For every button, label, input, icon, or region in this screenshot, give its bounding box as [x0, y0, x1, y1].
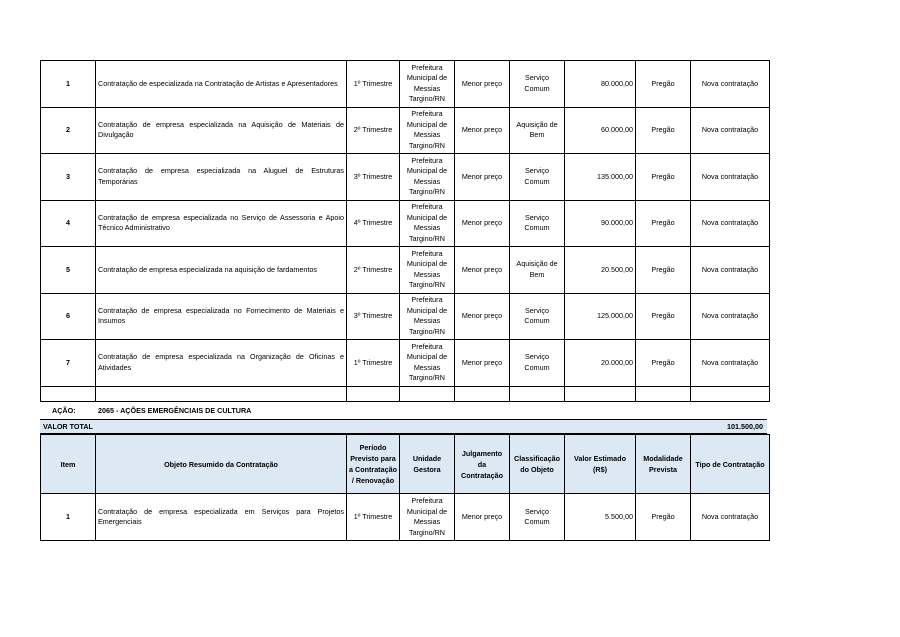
- upper-contracts-table: [40, 60, 770, 402]
- empty-cell: [691, 386, 770, 401]
- cell-item: 1: [41, 494, 96, 541]
- header-objeto: Objeto Resumido da Contratação: [96, 435, 347, 494]
- cell-unidade: Prefeitura Municipal de Messias Targino/RN: [400, 200, 455, 247]
- acao-value: 2065 - AÇÕES EMERGÊNCIAIS DE CULTURA: [98, 406, 252, 415]
- empty-row: [41, 386, 770, 401]
- cell-modalidade: Pregão: [636, 107, 691, 154]
- cell-periodo: 3º Trimestre: [347, 154, 400, 201]
- table-row: [41, 200, 770, 247]
- cell-valor: 135.000,00: [565, 154, 636, 201]
- cell-objeto: Contratação de especializada na Contratação de Artistas e Apresentadores: [96, 61, 347, 108]
- table-row: [41, 107, 770, 154]
- cell-periodo: 4º Trimestre: [347, 200, 400, 247]
- empty-cell: [455, 386, 510, 401]
- cell-unidade: Prefeitura Municipal de Messias Targino/RN: [400, 340, 455, 387]
- cell-classificacao: Serviço Comum: [510, 200, 565, 247]
- cell-item: 7: [41, 340, 96, 387]
- cell-periodo: 3º Trimestre: [347, 293, 400, 340]
- cell-tipo: Nova contratação: [691, 61, 770, 108]
- cell-unidade: Prefeitura Municipal de Messias Targino/RN: [400, 107, 455, 154]
- cell-periodo: 1º Trimestre: [347, 61, 400, 108]
- valor-total-value: 101.500,00: [727, 422, 763, 431]
- cell-julgamento: Menor preço: [455, 61, 510, 108]
- cell-classificacao: Serviço Comum: [510, 494, 565, 541]
- cell-classificacao: Aquisição de Bem: [510, 247, 565, 294]
- cell-julgamento: Menor preço: [455, 107, 510, 154]
- cell-unidade: Prefeitura Municipal de Messias Targino/RN: [400, 293, 455, 340]
- acao-label: AÇÃO:: [52, 406, 76, 415]
- cell-julgamento: Menor preço: [455, 200, 510, 247]
- cell-classificacao: Aquisição de Bem: [510, 107, 565, 154]
- cell-objeto: Contratação de empresa especializada no Fornecimento de Materiais e Insumos: [96, 293, 347, 340]
- cell-modalidade: Pregão: [636, 293, 691, 340]
- empty-cell: [347, 386, 400, 401]
- empty-cell: [41, 386, 96, 401]
- cell-objeto: Contratação de empresa especializada na aquisição de fardamentos: [96, 247, 347, 294]
- cell-periodo: 1º Trimestre: [347, 340, 400, 387]
- cell-item: 1: [41, 61, 96, 108]
- header-periodo: Período Previsto para a Contratação / Renovação: [347, 435, 400, 494]
- cell-objeto: Contratação de empresa especializada na Aquisição de Materiais de Divulgação: [96, 107, 347, 154]
- lower-contracts-table: [40, 434, 770, 541]
- cell-julgamento: Menor preço: [455, 293, 510, 340]
- cell-julgamento: Menor preço: [455, 247, 510, 294]
- header-valor: Valor Estimado (R$): [565, 435, 636, 494]
- header-modalidade: Modalidade Prevista: [636, 435, 691, 494]
- cell-periodo: 1º Trimestre: [347, 494, 400, 541]
- cell-modalidade: Pregão: [636, 340, 691, 387]
- empty-cell: [636, 386, 691, 401]
- cell-valor: 20.000,00: [565, 340, 636, 387]
- cell-modalidade: Pregão: [636, 61, 691, 108]
- table-row: [41, 61, 770, 108]
- cell-tipo: Nova contratação: [691, 247, 770, 294]
- cell-valor: 5.500,00: [565, 494, 636, 541]
- cell-modalidade: Pregão: [636, 247, 691, 294]
- cell-tipo: Nova contratação: [691, 200, 770, 247]
- cell-objeto: Contratação de empresa especializada em Serviços para Projetos Emergenciais: [96, 494, 347, 541]
- cell-periodo: 2º Trimestre: [347, 247, 400, 294]
- header-row: [41, 435, 770, 494]
- cell-unidade: Prefeitura Municipal de Messias Targino/RN: [400, 247, 455, 294]
- header-classificacao: Classificação do Objeto: [510, 435, 565, 494]
- valor-total-bar: [40, 419, 767, 434]
- header-unidade: Unidade Gestora: [400, 435, 455, 494]
- cell-classificacao: Serviço Comum: [510, 293, 565, 340]
- cell-unidade: Prefeitura Municipal de Messias Targino/RN: [400, 154, 455, 201]
- header-tipo: Tipo de Contratação: [691, 435, 770, 494]
- cell-valor: 125.000,00: [565, 293, 636, 340]
- cell-unidade: Prefeitura Municipal de Messias Targino/RN: [400, 61, 455, 108]
- cell-classificacao: Serviço Comum: [510, 61, 565, 108]
- cell-valor: 20.500,00: [565, 247, 636, 294]
- valor-total-label: VALOR TOTAL: [43, 422, 93, 431]
- cell-tipo: Nova contratação: [691, 107, 770, 154]
- table-row: [41, 247, 770, 294]
- table-row: [41, 340, 770, 387]
- cell-tipo: Nova contratação: [691, 494, 770, 541]
- table-row: [41, 154, 770, 201]
- header-item: Item: [41, 435, 96, 494]
- cell-julgamento: Menor preço: [455, 494, 510, 541]
- cell-item: 3: [41, 154, 96, 201]
- table-row: [41, 293, 770, 340]
- cell-julgamento: Menor preço: [455, 154, 510, 201]
- cell-classificacao: Serviço Comum: [510, 154, 565, 201]
- cell-modalidade: Pregão: [636, 154, 691, 201]
- empty-cell: [565, 386, 636, 401]
- acao-line: [40, 405, 769, 416]
- header-julgamento: Julgamento da Contratação: [455, 435, 510, 494]
- empty-cell: [96, 386, 347, 401]
- empty-cell: [400, 386, 455, 401]
- cell-valor: 80.000,00: [565, 61, 636, 108]
- cell-item: 5: [41, 247, 96, 294]
- cell-tipo: Nova contratação: [691, 154, 770, 201]
- cell-item: 2: [41, 107, 96, 154]
- cell-julgamento: Menor preço: [455, 340, 510, 387]
- cell-classificacao: Serviço Comum: [510, 340, 565, 387]
- cell-modalidade: Pregão: [636, 200, 691, 247]
- cell-valor: 60.000,00: [565, 107, 636, 154]
- cell-tipo: Nova contratação: [691, 340, 770, 387]
- cell-objeto: Contratação de empresa especializada na Organização de Oficinas e Atividades: [96, 340, 347, 387]
- cell-objeto: Contratação de empresa especializada na Aluguel de Estruturas Temporárias: [96, 154, 347, 201]
- cell-unidade: Prefeitura Municipal de Messias Targino/RN: [400, 494, 455, 541]
- cell-valor: 90.000,00: [565, 200, 636, 247]
- cell-periodo: 2º Trimestre: [347, 107, 400, 154]
- cell-item: 4: [41, 200, 96, 247]
- cell-item: 6: [41, 293, 96, 340]
- empty-cell: [510, 386, 565, 401]
- table-row: [41, 494, 770, 541]
- cell-objeto: Contratação de empresa especializada no Serviço de Assessoria e Apoio Técnico Administrativo: [96, 200, 347, 247]
- cell-tipo: Nova contratação: [691, 293, 770, 340]
- cell-modalidade: Pregão: [636, 494, 691, 541]
